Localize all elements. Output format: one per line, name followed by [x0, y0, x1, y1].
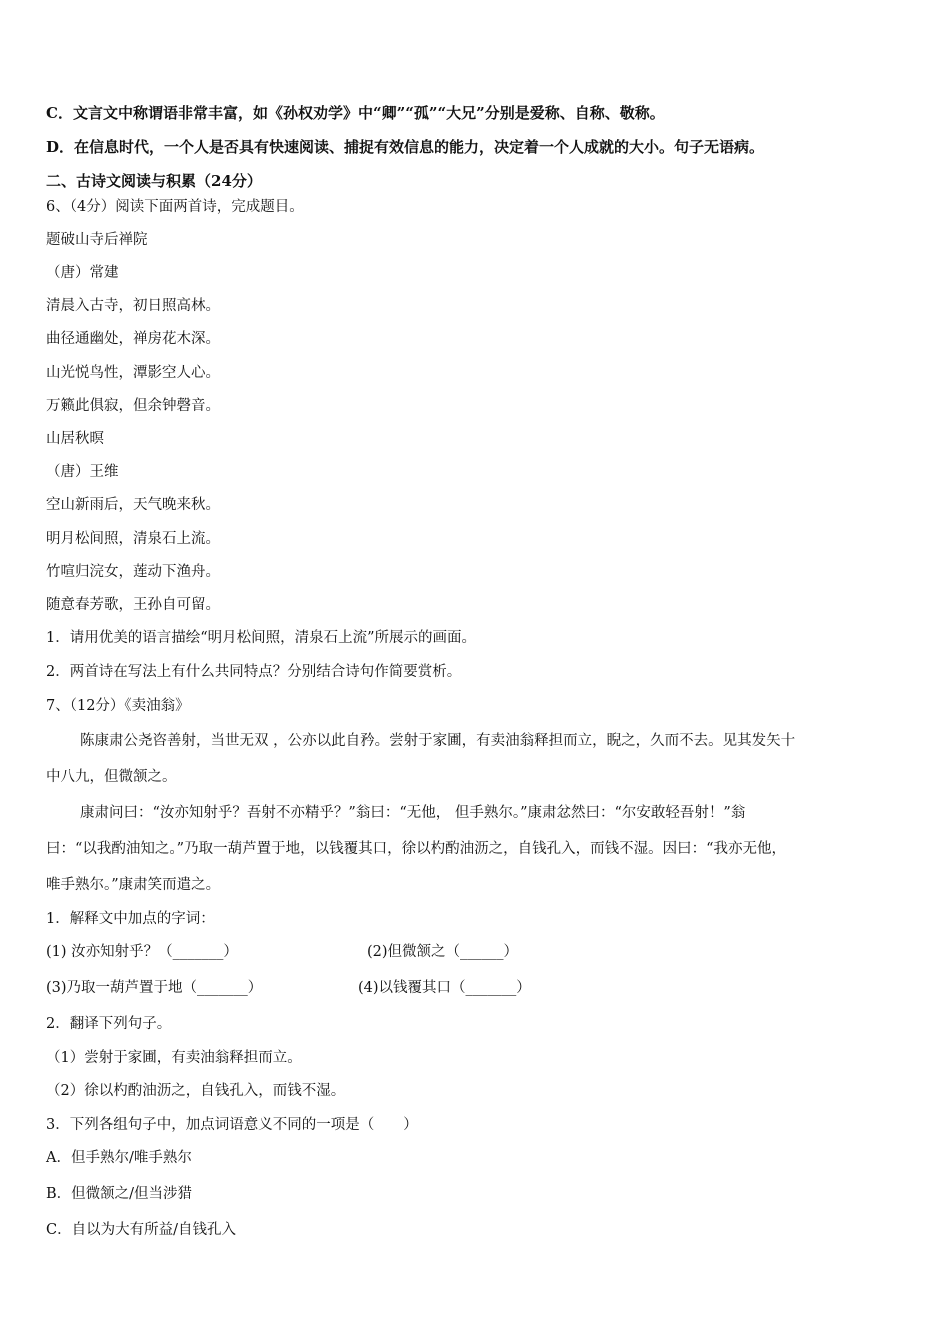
section-heading: 二、古诗文阅读与积累（24分） [46, 172, 262, 190]
fill-blank-item: (2)但微颔之（______） [367, 944, 519, 960]
choice-option-a: A．但手熟尔/唯手熟尔 [46, 1150, 192, 1166]
choice-option-c: C．自以为大有所益/自钱孔入 [46, 1222, 236, 1238]
question-7-sub3: 3．下列各组句子中，加点词语意义不同的一项是（ ） [46, 1117, 418, 1133]
poem2-title: 山居秋暝 [46, 431, 104, 447]
poem1-author: （唐）常建 [46, 265, 119, 281]
fill-blank-item: (4)以钱覆其口（_______） [358, 980, 531, 996]
passage-paragraph: 中八九，但微颔之。 [46, 769, 177, 785]
poem2-line: 竹喧归浣女，莲动下渔舟。 [46, 564, 220, 580]
poem2-line: 随意春芳歌，王孙自可留。 [46, 597, 220, 613]
question-7-title: 7、（12分）《卖油翁》 [46, 698, 190, 714]
translate-item: （1）尝射于家圃，有卖油翁释担而立。 [46, 1050, 302, 1066]
translate-item: （2）徐以杓酌油沥之，自钱孔入，而钱不湿。 [46, 1083, 346, 1099]
passage-paragraph: 陈康肃公尧咨善射，当世无双 ，公亦以此自矜。尝射于家圃，有卖油翁释担而立，睨之，久而不去。见其发矢十 [80, 733, 796, 749]
option-c-text: C．文言文中称谓语非常丰富，如《孙权劝学》中“卿”“孤”“大兄”分别是爱称、自称、敬称。 [46, 104, 665, 122]
poem2-line: 空山新雨后，天气晚来秋。 [46, 497, 220, 513]
poem1-line: 曲径通幽处，禅房花木深。 [46, 331, 220, 347]
option-d-text: D．在信息时代，一个人是否具有快速阅读、捕捉有效信息的能力，决定着一个人成就的大小。句子无语病。 [46, 138, 765, 156]
passage-paragraph: 曰：“以我酌油知之。”乃取一葫芦置于地，以钱覆其口，徐以杓酌油沥之，自钱孔入，而钱不湿。因曰：“我亦无他， [46, 841, 786, 857]
poem1-line: 万籁此俱寂，但余钟磬音。 [46, 398, 220, 414]
poem2-line: 明月松间照，清泉石上流。 [46, 531, 220, 547]
poem1-line: 山光悦鸟性，潭影空人心。 [46, 365, 220, 381]
fill-blank-item: (1) 汝亦知射乎？（_______） [46, 944, 238, 960]
poem1-title: 题破山寺后禅院 [46, 232, 148, 248]
question-6-sub2: 2．两首诗在写法上有什么共同特点？分别结合诗句作简要赏析。 [46, 664, 462, 680]
fill-blank-item: (3)乃取一葫芦置于地（_______） [46, 980, 263, 996]
question-7-sub1: 1．解释文中加点的字词： [46, 911, 215, 927]
poem1-line: 清晨入古寺，初日照高林。 [46, 298, 220, 314]
question-7-sub2: 2．翻译下列句子。 [46, 1016, 172, 1032]
poem2-author: （唐）王维 [46, 464, 119, 480]
question-6-title: 6、（4分）阅读下面两首诗，完成题目。 [46, 199, 304, 215]
passage-paragraph: 唯手熟尔。”康肃笑而遣之。 [46, 877, 221, 893]
question-6-sub1: 1．请用优美的语言描绘“明月松间照，清泉石上流”所展示的画面。 [46, 630, 477, 646]
passage-paragraph: 康肃问曰：“汝亦知射乎？吾射不亦精乎？”翁曰：“无他， 但手熟尔。”康肃忿然曰：“尔安敢轻吾射！”翁 [80, 805, 746, 821]
choice-option-b: B．但微颔之/但当涉猎 [46, 1186, 193, 1202]
